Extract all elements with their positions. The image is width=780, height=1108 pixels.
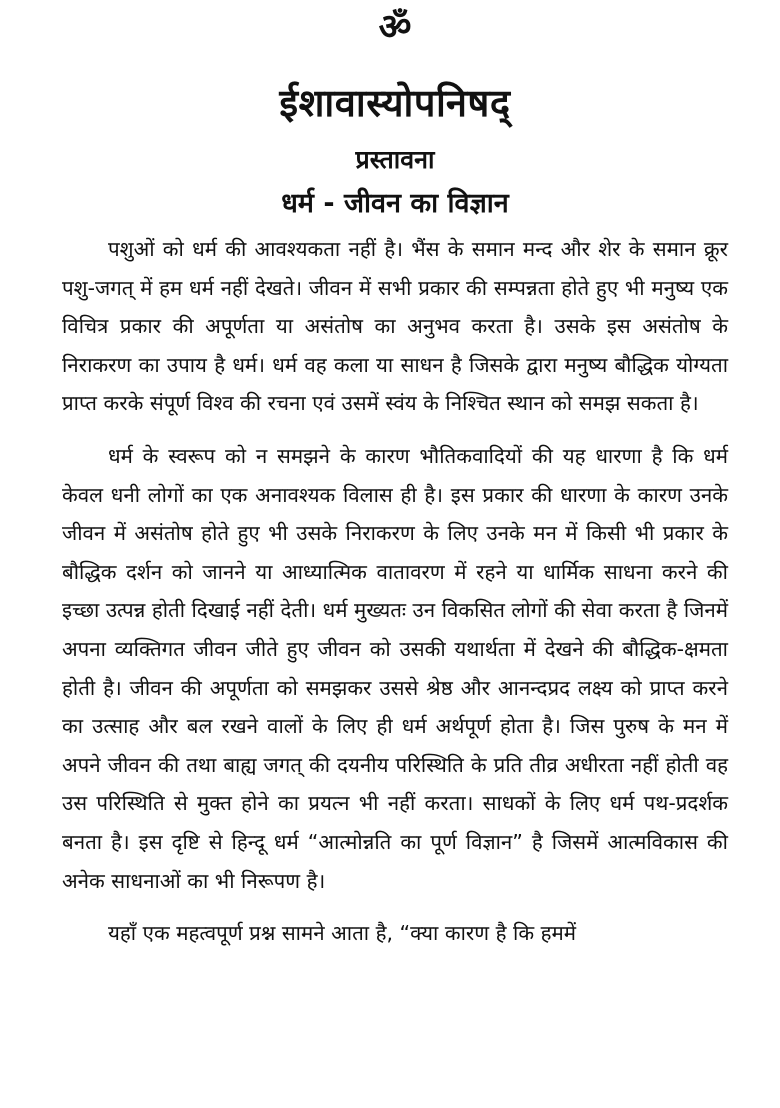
section-title: धर्म - जीवन का विज्ञान xyxy=(281,188,509,219)
page-title: ईशावास्योपनिषद् xyxy=(279,81,511,125)
paragraph-1: पशुओं को धर्म की आवश्यकता नहीं है। भैंस के समान मन्द और शेर के समान क्रूर पशु-जगत् में हम धर्म नहीं देखते। जीवन में सभी प्रकार की सम्पन्नता होते हुए भी मनुष्य एक विचित्र प्रकार की अपूर्णता या असंतोष का अनुभव करता है। उसके इस असंतोष के निराकरण का उपाय है धर्म। धर्म वह कला या साधन है जिसके द्वारा मनुष्य बौद्धिक योग्यता प्राप्त करके संपूर्ण विश्व की रचना एवं उसमें स्वंय के निश्चित स्थान को समझ सकता है। xyxy=(62,237,728,416)
om-symbol: ॐ xyxy=(378,7,412,48)
subtitle: प्रस्तावना xyxy=(355,145,435,174)
paragraph-3: यहाँ एक महत्वपूर्ण प्रश्न सामने आता है, “क्या कारण है कि हममें xyxy=(108,921,576,946)
paragraph-2: धर्म के स्वरूप को न समझने के कारण भौतिकवादियों की यह धारणा है कि धर्म केवल धनी लोगों का एक अनावश्यक विलास ही है। इस प्रकार की धारणा के कारण उनके जीवन में असंतोष होते हुए भी उसके निराकरण के लिए उनके मन में किसी भी प्रकार के बौद्धिक दर्शन को जानने या आध्यात्मिक वातावरण में रहने या धार्मिक साधना करने की इच्छा उत्पन्न होती दिखाई नहीं देती। धर्म मुख्यतः उन विकसित लोगों की सेवा करता है जिनमें अपना व्यक्तिगत जीवन जीते हुए जीवन को उसकी यथार्थता में देखने की बौद्धिक-क्षमता होती है। जीवन की अपूर्णता को समझकर उससे श्रेष्ठ और आनन्दप्रद लक्ष्य को प्राप्त करने का उत्साह और बल रखने वालों के लिए ही धर्म अर्थपूर्ण होता है। जिस पुरुष के मन में अपने जीवन की तथा बाह्य जगत् की दयनीय परिस्थिति के प्रति तीव्र अधीरता नहीं होती वह उस परिस्थिति से मुक्त होने का प्रयत्न भी नहीं करता। साधकों के लिए धर्म पथ-प्रदर्शक बनता है। इस दृष्टि से हिन्दू धर्म “आत्मोन्नति का पूर्ण विज्ञान” है जिसमें आत्मविकास की अनेक साधनाओं का भी निरूपण है। xyxy=(62,443,728,893)
